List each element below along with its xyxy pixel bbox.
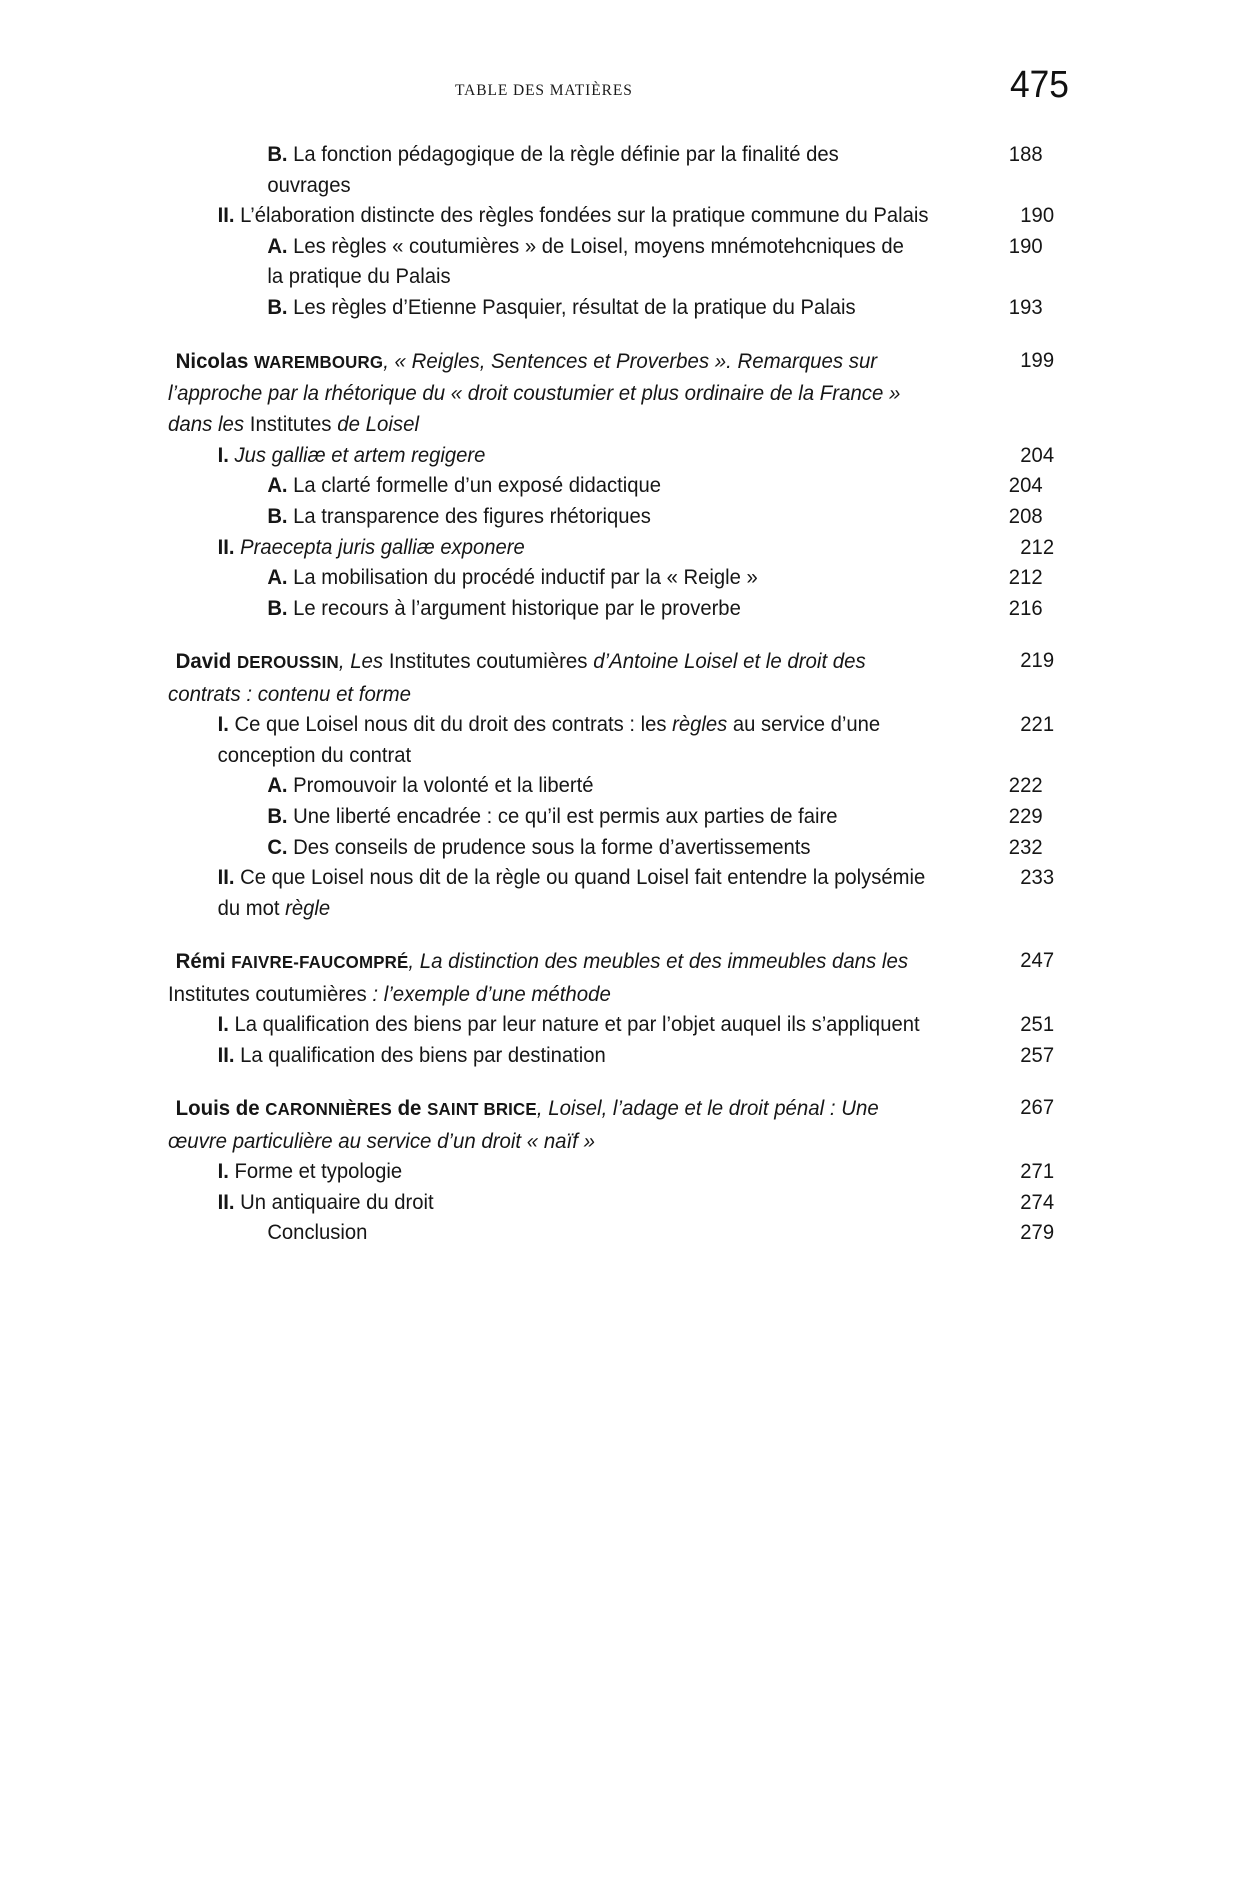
toc-entry[interactable] [168, 710, 1054, 771]
contribution-title-part: , Les [338, 649, 389, 674]
table-of-contents [168, 140, 1096, 1249]
toc-entry-label [168, 441, 1054, 472]
section-title: Forme et typologie [234, 1160, 403, 1184]
toc-entry[interactable] [168, 563, 1054, 594]
toc-entry[interactable] [168, 1041, 1054, 1072]
toc-entry-page-number: 212 [1020, 535, 1055, 559]
toc-entry[interactable] [168, 441, 1054, 472]
toc-entry-label [168, 1041, 1054, 1072]
section-title: La transparence des figures rhétoriques [293, 504, 651, 528]
author-last-name: CARONNIÈRES [265, 1099, 392, 1120]
toc-entry[interactable] [168, 863, 1054, 924]
toc-entry[interactable] [168, 502, 1054, 533]
author-first-name: Louis de [175, 1096, 266, 1121]
section-title: Les règles d’Etienne Pasquier, résultat de la pratique du Palais [293, 295, 856, 319]
contribution-title-part: , La distinction des meubles et des immeubles dans les [408, 949, 909, 974]
author-first-name: Rémi [175, 949, 232, 974]
toc-entry[interactable] [168, 833, 1054, 864]
section-marker: A. [267, 774, 288, 798]
toc-entry-label [168, 594, 1054, 625]
contribution-title-part: , « Reigles, Sentences et Proverbes ». Remarques sur l’approche par la rhétorique du « droit coustumier et plus ordinaire de la France » dans les [168, 348, 901, 437]
toc-entry-label [168, 293, 1054, 324]
toc-entry-label [168, 1218, 1054, 1249]
toc-entry-page-number: 233 [1020, 866, 1055, 890]
section-title: Promouvoir la volonté et la liberté [293, 774, 594, 798]
toc-entry-label [168, 201, 1054, 232]
toc-entry[interactable] [168, 802, 1054, 833]
section-title: La qualification des biens par destination [240, 1043, 606, 1067]
toc-entry[interactable] [168, 1157, 1054, 1188]
author-first-name: Nicolas [175, 348, 254, 373]
toc-entry[interactable] [168, 771, 1054, 802]
contribution-title-part: d’Antoine Loisel et le droit des contrats : contenu et forme [168, 649, 866, 706]
toc-entry[interactable] [168, 533, 1054, 564]
page-number: 475 [1010, 64, 1069, 106]
section-title: La fonction pédagogique de la règle définie par la finalité des ouvrages [267, 143, 839, 197]
section-title: Une liberté encadrée : ce qu’il est permis aux parties de faire [293, 804, 838, 828]
section-title: La qualification des biens par leur nature et par l’objet auquel ils s’appliquent [234, 1013, 920, 1037]
section-marker: I. [217, 1160, 229, 1184]
toc-entry-page-number: 216 [1008, 596, 1043, 620]
toc-entry-page-number: 204 [1020, 443, 1055, 467]
running-head [0, 64, 1259, 112]
section-title: La mobilisation du procédé inductif par la « Reigle » [293, 566, 758, 590]
section-title: Des conseils de prudence sous la forme d’avertissements [293, 835, 811, 859]
author-first-name: David [175, 649, 237, 674]
toc-entry-label [168, 471, 1054, 502]
section-marker: II. [217, 1043, 235, 1067]
toc-entry-label [168, 946, 1054, 1010]
toc-entry-page-number: 208 [1008, 504, 1043, 528]
section-marker: B. [267, 504, 288, 528]
section-title-part: règles [672, 713, 728, 737]
toc-entry-label [168, 502, 1054, 533]
section-title: La clarté formelle d’un exposé didactique [293, 474, 662, 498]
section-marker: B. [267, 804, 288, 828]
toc-entry-page-number: 251 [1020, 1013, 1055, 1037]
section-title: Conclusion [267, 1221, 368, 1245]
section-title: Praecepta juris galliæ exponere [240, 535, 525, 559]
toc-entry-page-number: 212 [1008, 566, 1043, 590]
section-marker: A. [267, 234, 288, 258]
section-marker: A. [267, 566, 288, 590]
section-title-part: au service d’une conception du contrat [217, 713, 881, 767]
contribution-title-part: Institutes [249, 412, 332, 437]
toc-entry-label [168, 563, 1054, 594]
toc-entry-page-number: 221 [1020, 713, 1055, 737]
toc-entry-page-number: 232 [1008, 835, 1043, 859]
toc-entry[interactable] [168, 1010, 1054, 1041]
section-title-part: Ce que Loisel nous dit du droit des contrats : les [234, 713, 673, 737]
toc-entry-label [168, 1010, 1054, 1041]
section-title: Un antiquaire du droit [240, 1190, 434, 1214]
section-marker: B. [267, 596, 288, 620]
section-marker: B. [267, 143, 288, 166]
toc-entry-label [168, 533, 1054, 564]
toc-entry[interactable] [168, 293, 1054, 324]
toc-entry-page-number: 279 [1020, 1221, 1055, 1245]
section-title: Jus galliæ et artem regigere [234, 443, 486, 467]
toc-entry-page-number: 271 [1020, 1160, 1055, 1184]
author-last-name: WAREMBOURG [253, 351, 384, 372]
section-marker: B. [267, 295, 288, 319]
section-marker: I. [217, 713, 229, 737]
entry-spacer [168, 1071, 1096, 1093]
section-marker: A. [267, 474, 288, 498]
toc-entry[interactable] [168, 140, 1054, 201]
toc-entry[interactable] [168, 1218, 1054, 1249]
toc-entry-page-number: 204 [1008, 474, 1043, 498]
entry-spacer [168, 324, 1096, 346]
section-title: Les règles « coutumières » de Loisel, moyens mnémotehcniques de la pratique du Palais [267, 234, 904, 289]
toc-entry[interactable] [168, 232, 1054, 293]
toc-entry[interactable] [168, 471, 1054, 502]
section-marker: I. [217, 1013, 229, 1037]
contribution-title-part: Institutes coutumières [388, 649, 588, 674]
author-last-name-second: SAINT BRICE [427, 1099, 537, 1120]
toc-entry-page-number: 274 [1020, 1190, 1055, 1214]
toc-entry-page-number: 247 [1020, 949, 1055, 973]
toc-entry-page-number: 190 [1008, 234, 1043, 258]
toc-entry-label [168, 346, 1054, 441]
toc-entry[interactable] [168, 646, 1054, 710]
toc-entry-page-number: 229 [1008, 804, 1043, 828]
toc-entry-label [168, 802, 1054, 833]
toc-entry-page-number: 190 [1020, 204, 1055, 228]
toc-entry-page-number: 188 [1008, 143, 1043, 166]
contribution-title-part: : l’exemple d’une méthode [366, 981, 611, 1006]
toc-entry[interactable] [168, 1188, 1054, 1219]
toc-entry[interactable] [168, 201, 1054, 232]
toc-entry[interactable] [168, 1093, 1054, 1157]
toc-entry-page-number: 193 [1008, 295, 1043, 319]
section-marker: II. [217, 866, 235, 890]
author-name-particle: de [391, 1096, 428, 1121]
toc-entry-page-number: 267 [1020, 1096, 1055, 1120]
author-last-name: FAIVRE-FAUCOMPRÉ [231, 952, 409, 973]
section-marker: II. [217, 1190, 235, 1214]
toc-entry-label [168, 771, 1054, 802]
toc-entry-label [168, 1093, 1054, 1157]
section-marker: C. [267, 835, 288, 859]
toc-entry-page-number: 222 [1008, 774, 1043, 798]
running-head-title: TABLE DES MATIÈRES [455, 82, 633, 99]
toc-entry-label [168, 710, 1054, 771]
toc-entry-label [168, 646, 1054, 710]
toc-entry-label [168, 863, 1054, 924]
toc-entry-page-number: 199 [1020, 348, 1055, 372]
toc-entry-label [168, 232, 1054, 293]
contribution-title-part: , Loisel, l’adage et le droit pénal : Une œuvre particulière au service d’un droit « naïf » [168, 1096, 879, 1153]
toc-entry-label [168, 1188, 1054, 1219]
section-title-part: Ce que Loisel nous dit de la règle ou quand Loisel fait entendre la polysémie du mot [217, 866, 926, 920]
contribution-title-part: Institutes coutumières [168, 981, 367, 1006]
toc-entry-label [168, 140, 1054, 201]
toc-entry-label [168, 1157, 1054, 1188]
section-marker: II. [217, 535, 235, 559]
section-title: L’élaboration distincte des règles fondées sur la pratique commune du Palais [240, 204, 929, 228]
entry-spacer [168, 624, 1096, 646]
section-marker: II. [217, 204, 235, 228]
toc-entry[interactable] [168, 346, 1054, 441]
toc-entry[interactable] [168, 946, 1054, 1010]
section-title: Le recours à l’argument historique par le proverbe [293, 596, 741, 620]
author-last-name: DEROUSSIN [236, 652, 339, 673]
toc-entry[interactable] [168, 594, 1054, 625]
section-marker: I. [217, 443, 229, 467]
contribution-title-part: de Loisel [331, 412, 419, 437]
toc-entry-page-number: 257 [1020, 1043, 1055, 1067]
section-title-part: règle [285, 896, 331, 920]
toc-entry-label [168, 833, 1054, 864]
toc-entry-page-number: 219 [1020, 649, 1055, 673]
entry-spacer [168, 924, 1096, 946]
